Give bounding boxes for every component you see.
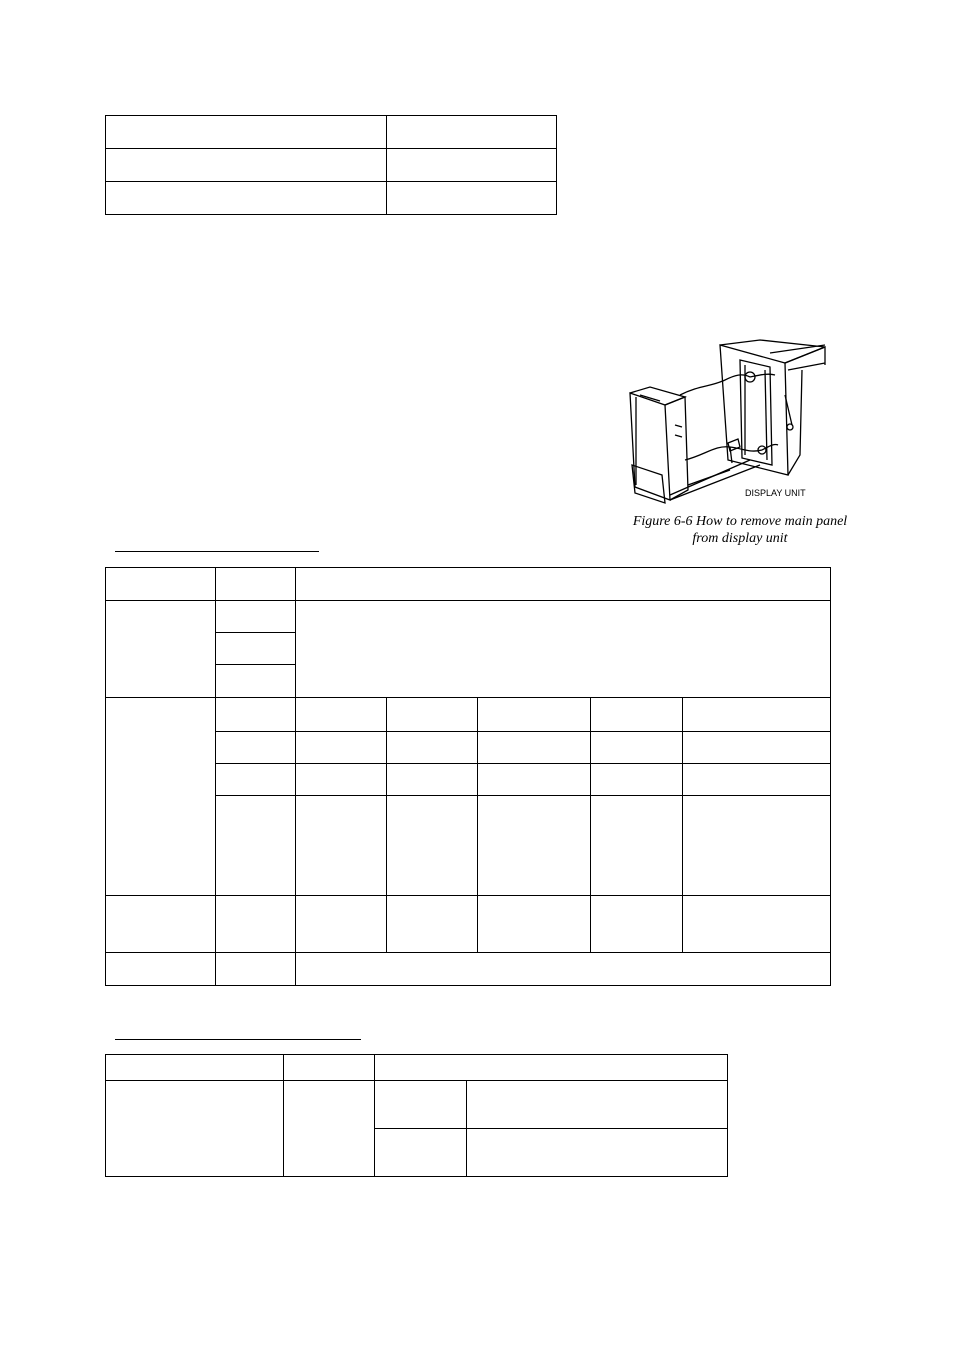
table-cell (478, 796, 591, 896)
table-cell (683, 763, 831, 795)
table-cell (296, 568, 831, 601)
table-cell (591, 796, 683, 896)
table-cell (106, 116, 387, 149)
top-table (105, 115, 557, 215)
table-cell (216, 697, 296, 731)
table-cell (387, 149, 557, 182)
table-cell (296, 731, 387, 763)
section-heading-underline (115, 551, 319, 552)
table-cell (387, 182, 557, 215)
table-cell (387, 116, 557, 149)
table-cell (375, 1055, 728, 1081)
table-cell (106, 149, 387, 182)
table-cell (296, 763, 387, 795)
section-heading-underline-2 (115, 1039, 361, 1040)
figure-caption (610, 513, 870, 547)
bottom-table (105, 1054, 728, 1177)
table-cell (106, 568, 216, 601)
table-cell (216, 763, 296, 795)
table-cell (296, 796, 387, 896)
table-cell (591, 896, 683, 952)
table-cell (296, 601, 831, 697)
table-cell (296, 896, 387, 952)
table-cell (387, 763, 478, 795)
table-cell (216, 665, 296, 697)
table-cell (591, 697, 683, 731)
table-cell (478, 896, 591, 952)
table-cell (478, 731, 591, 763)
table-cell (296, 952, 831, 985)
table-cell (387, 731, 478, 763)
table-cell (216, 601, 296, 633)
table-cell (478, 697, 591, 731)
table-cell (683, 896, 831, 952)
table-cell (467, 1129, 728, 1177)
table-cell (375, 1129, 467, 1177)
table-cell (387, 796, 478, 896)
table-cell (106, 697, 216, 896)
table-cell (375, 1081, 467, 1129)
table-cell (106, 896, 216, 952)
table-cell (296, 697, 387, 731)
display-unit-label: DISPLAY UNIT (745, 488, 806, 498)
table-cell (591, 763, 683, 795)
table-cell (683, 697, 831, 731)
table-cell (387, 896, 478, 952)
table-cell (106, 952, 216, 985)
table-cell (387, 697, 478, 731)
table-cell (478, 763, 591, 795)
table-cell (284, 1081, 375, 1177)
table-cell (683, 796, 831, 896)
table-cell (216, 633, 296, 665)
table-cell (106, 1055, 284, 1081)
table-cell (216, 568, 296, 601)
table-cell (216, 952, 296, 985)
table-cell (106, 182, 387, 215)
display-unit-illustration (610, 335, 850, 510)
middle-table (105, 567, 831, 986)
table-cell (106, 1081, 284, 1177)
table-cell (467, 1081, 728, 1129)
table-cell (106, 601, 216, 697)
table-cell (284, 1055, 375, 1081)
table-cell (216, 731, 296, 763)
figure-caption-line2: from display unit (692, 531, 788, 546)
table-cell (591, 731, 683, 763)
figure-caption-line1: Figure 6-6 How to remove main panel (632, 514, 848, 529)
table-cell (683, 731, 831, 763)
table-cell (216, 796, 296, 896)
table-cell (216, 896, 296, 952)
